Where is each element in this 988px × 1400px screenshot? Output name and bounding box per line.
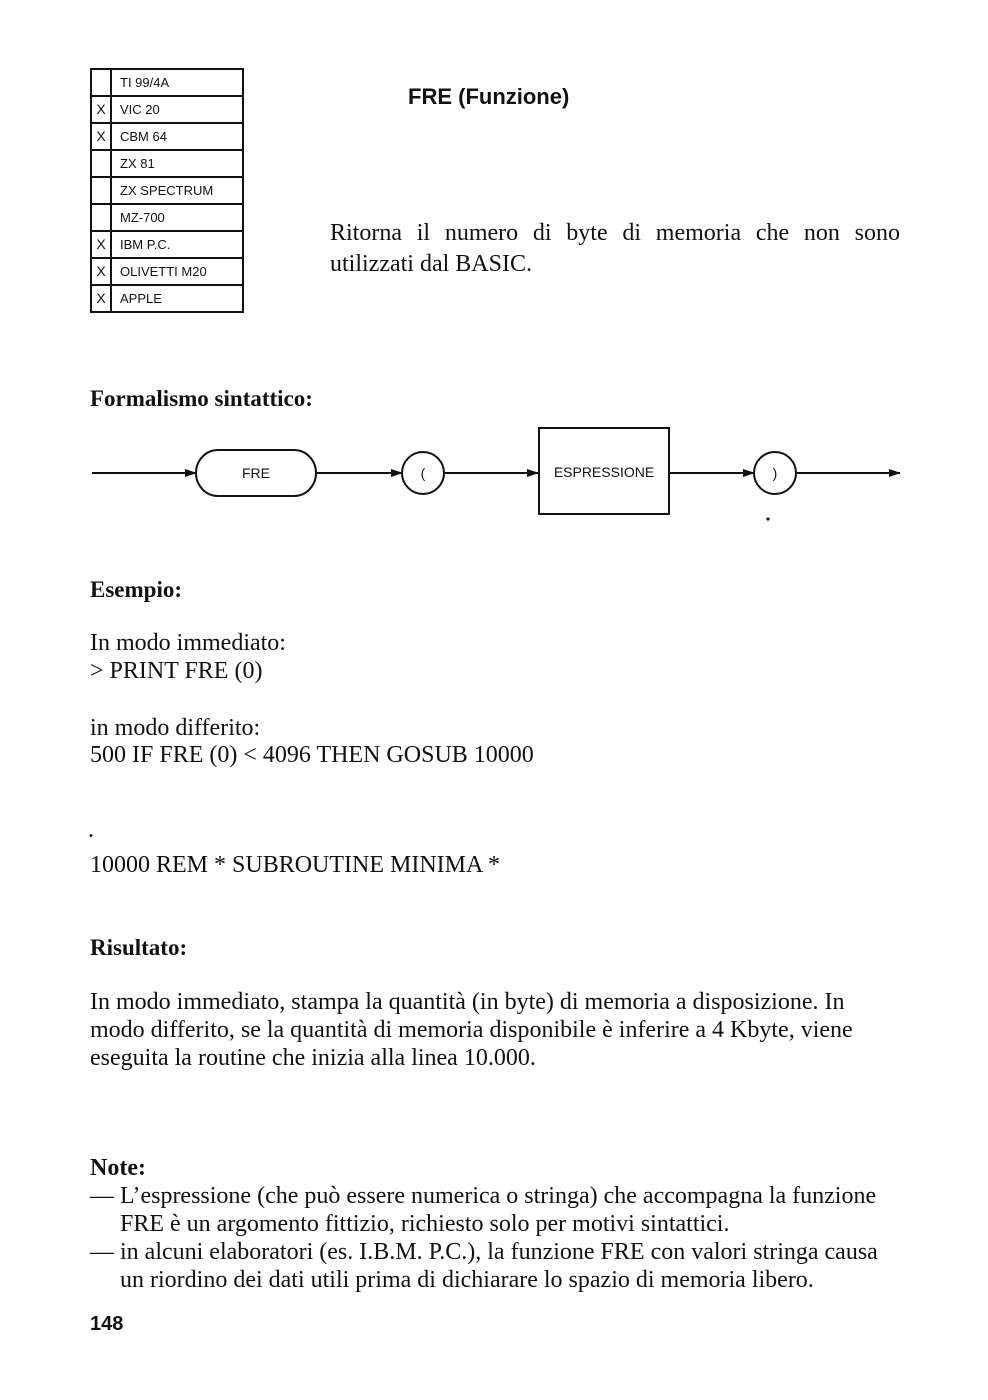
immediate-code: > PRINT FRE (0) <box>90 658 263 684</box>
compatibility-row <box>91 123 243 150</box>
machine-name: ZX SPECTRUM <box>111 177 243 204</box>
keyword-label: FRE <box>242 465 270 481</box>
compatibility-mark <box>91 204 111 231</box>
note-dash: — <box>90 1183 114 1209</box>
compatibility-row <box>91 204 243 231</box>
compatibility-row <box>91 285 243 312</box>
compatibility-row <box>91 231 243 258</box>
syntax-diagram <box>0 420 988 535</box>
compatibility-mark: X <box>91 123 111 150</box>
expression-label: ESPRESSIONE <box>553 464 655 480</box>
compatibility-mark: X <box>91 96 111 123</box>
compatibility-mark <box>91 177 111 204</box>
notes-heading: Note: <box>90 1155 146 1181</box>
notes-section <box>90 1154 905 1294</box>
machine-name: MZ-700 <box>111 204 243 231</box>
compatibility-row <box>91 150 243 177</box>
machine-name: APPLE <box>111 285 243 312</box>
page-number: 148 <box>90 1313 124 1335</box>
note-dash: — <box>90 1239 114 1265</box>
machine-name: OLIVETTI M20 <box>111 258 243 285</box>
example-heading: Esempio: <box>90 577 182 602</box>
result-heading: Risultato: <box>90 935 188 960</box>
subroutine-line: 10000 REM * SUBROUTINE MINIMA * <box>90 852 501 878</box>
note-text: L’espressione (che può essere numerica o stringa) che accompagna la funzione FRE è un argomento fittizio, richiesto solo per motivi sintattici. <box>120 1183 877 1237</box>
machine-name: IBM P.C. <box>111 231 243 258</box>
compatibility-row <box>91 258 243 285</box>
function-description: Ritorna il numero di byte di memoria che non sono utilizzati dal BASIC. <box>330 220 900 277</box>
compatibility-table <box>90 68 244 313</box>
compatibility-mark: X <box>91 258 111 285</box>
compatibility-mark <box>91 69 111 96</box>
syntax-heading: Formalismo sintattico: <box>90 386 313 411</box>
ellipsis-dot: . <box>88 817 94 843</box>
stray-dot <box>766 517 769 520</box>
machine-name: VIC 20 <box>111 96 243 123</box>
compatibility-row <box>91 96 243 123</box>
page-title: FRE (Funzione) <box>408 84 570 109</box>
compatibility-mark: X <box>91 231 111 258</box>
compatibility-mark: X <box>91 285 111 312</box>
open-paren-label: ( <box>420 465 426 481</box>
close-paren-label: ) <box>772 465 778 481</box>
compatibility-row <box>91 69 243 96</box>
machine-name: CBM 64 <box>111 123 243 150</box>
note-text: in alcuni elaboratori (es. I.B.M. P.C.), la funzione FRE con valori stringa causa un riordino dei dati utili prima di dichiarare lo spazio di memoria libero. <box>120 1239 878 1293</box>
machine-name: TI 99/4A <box>111 69 243 96</box>
machine-name: ZX 81 <box>111 150 243 177</box>
note-item <box>90 1238 905 1294</box>
result-text: In modo immediato, stampa la quantità (in byte) di memoria a disposizione. In modo differito, se la quantità di memoria disponibile è inferire a 4 Kbyte, viene eseguita la routine che inizia alla linea 10.000. <box>90 989 853 1071</box>
compatibility-mark <box>91 150 111 177</box>
deferred-label: in modo differito: <box>90 715 261 741</box>
compatibility-row <box>91 177 243 204</box>
immediate-label: In modo immediato: <box>90 630 286 656</box>
deferred-code: 500 IF FRE (0) < 4096 THEN GOSUB 10000 <box>90 742 534 768</box>
note-item <box>90 1182 905 1238</box>
